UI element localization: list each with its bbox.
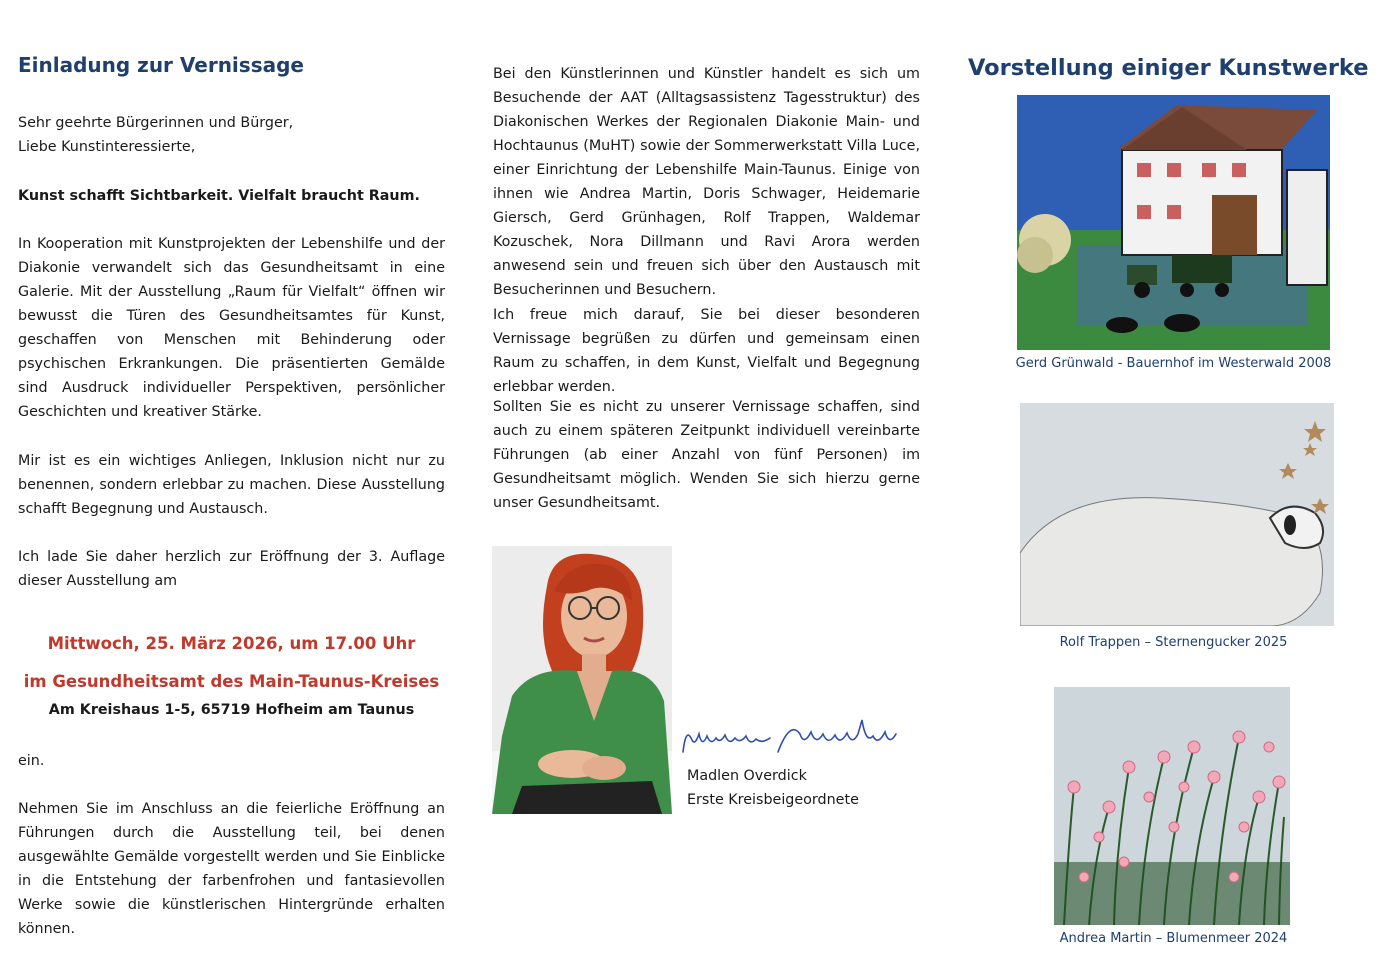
signer-role: Erste Kreisbeigeordnete [687, 792, 859, 808]
invitation-title: Einladung zur Vernissage [18, 53, 304, 77]
looking-forward-paragraph: Ich freue mich darauf, Sie bei dieser besonderen Vernissage begrüßen zu dürfen und gemeinsam einen Raum zu schaffen, in dem Kunst, Vielfalt und Begegnung erlebbar werden. [493, 307, 920, 395]
caption-blumenmeer: Andrea Martin – Blumenmeer 2024 [1059, 931, 1288, 946]
painting-sternengucker [1020, 403, 1334, 626]
invitation-paragraph: Ich lade Sie daher herzlich zur Eröffnung der 3. Auflage dieser Ausstellung am [18, 549, 445, 589]
intro-paragraph: In Kooperation mit Kunstprojekten der Lebenshilfe und der Diakonie verwandelt sich das Gesundheitsamt in eine Galerie. Mit der Ausstellung „Raum für Vielfalt“ öffnen wir bewusst die Türen des Gesundheitsamtes für Kunst, geschaffen von Menschen mit Behinderung oder psychischen Erkrankungen. Die präsentierten Gemälde sind Ausdruck individueller Perspektiven, persönlicher Geschichten und kreativer Stärke. [18, 236, 445, 420]
painting-blumenmeer [1054, 687, 1290, 925]
greeting-line-1: Sehr geehrte Bürgerinnen und Bürger, [18, 115, 294, 131]
portrait-photo [492, 546, 672, 814]
event-date: Mittwoch, 25. März 2026, um 17.00 Uhr [47, 634, 416, 653]
ein-text: ein. [18, 753, 45, 769]
artists-paragraph: Bei den Künstlerinnen und Künstler handelt es sich um Besuchende der AAT (Alltagsassistenz Tagesstruktur) des Diakonischen Werkes der Regionalen Diakonie Main- und Hochtaunus (MuHT) sowie der Sommerwerkstatt Villa Luce, einer Einrichtung der Lebenshilfe Main-Taunus. Einige von ihnen wie Andrea Martin, Doris Schwager, Heidemarie Giersch, Gerd Grünhagen, Rolf Trappen, Waldemar Kozuschek, Nora Dillmann und Ravi Arora werden anwesend sein und freuen sich über den Austausch mit Besucherinnen und Besuchern. [493, 66, 920, 298]
event-address: Am Kreishaus 1-5, 65719 Hofheim am Taunus [48, 702, 415, 718]
caption-sternengucker: Rolf Trappen – Sternengucker 2025 [1059, 635, 1288, 650]
inclusion-paragraph: Mir ist es ein wichtiges Anliegen, Inklusion nicht nur zu benennen, sondern erlebbar zu machen. Diese Ausstellung schafft Begegnung und Austausch. [18, 453, 445, 517]
painting-bauernhof [1017, 95, 1330, 350]
slogan: Kunst schafft Sichtbarkeit. Vielfalt braucht Raum. [18, 188, 420, 204]
tour-paragraph: Nehmen Sie im Anschluss an die feierliche Eröffnung an Führungen durch die Ausstellung teil, bei denen ausgewählte Gemälde vorgestellt werden und Sie Einblicke in die Entstehung der farbenfrohen und fantasievollen Werke sowie die künstlerischen Hintergründe erhalten können. [18, 801, 445, 937]
artworks-title: Vorstellung einiger Kunstwerke [968, 55, 1369, 81]
greeting-line-2: Liebe Kunstinteressierte, [18, 139, 196, 155]
signature [680, 712, 910, 762]
signer-name: Madlen Overdick [687, 768, 807, 784]
caption-bauernhof: Gerd Grünwald - Bauernhof im Westerwald 2008 [1015, 356, 1332, 371]
event-place: im Gesundheitsamt des Main-Taunus-Kreises [23, 672, 440, 691]
later-tours-paragraph: Sollten Sie es nicht zu unserer Vernissage schaffen, sind auch zu einem späteren Zeitpunkt individuell vereinbarte Führungen (ab einer Anzahl von fünf Personen) im Gesundheitsamt möglich. Wenden Sie sich hierzu gerne unser Gesundheitsamt. [493, 399, 920, 511]
